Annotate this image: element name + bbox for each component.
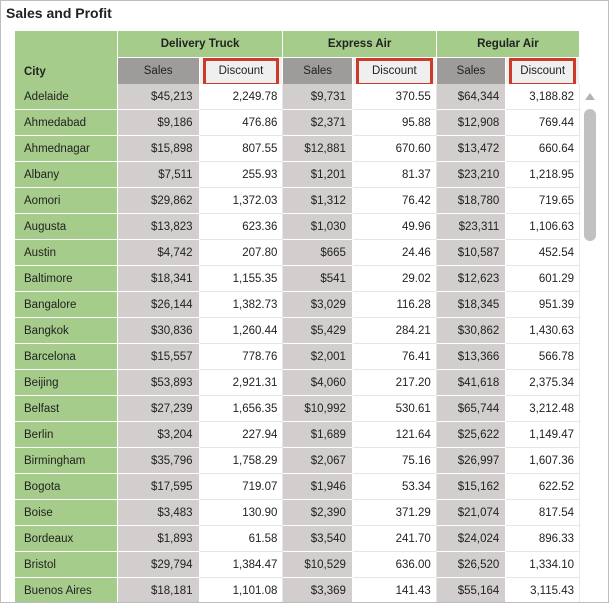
scrollbar-thumb[interactable] <box>584 109 596 241</box>
discount-cell: 1,382.73 <box>199 292 283 318</box>
discount-cell: 951.39 <box>506 292 580 318</box>
discount-cell: 1,656.35 <box>199 396 283 422</box>
sales-cell: $12,623 <box>436 266 506 292</box>
discount-cell: 75.16 <box>352 448 436 474</box>
sales-cell: $10,587 <box>436 240 506 266</box>
table-row[interactable] <box>15 214 580 240</box>
discount-cell: 371.29 <box>352 500 436 526</box>
sales-cell: $7,511 <box>117 162 199 188</box>
discount-cell: 227.94 <box>199 422 283 448</box>
sales-cell: $65,744 <box>436 396 506 422</box>
sales-cell: $21,074 <box>436 500 506 526</box>
discount-cell: 217.20 <box>352 370 436 396</box>
sales-cell: $26,997 <box>436 448 506 474</box>
discount-cell: 49.96 <box>352 214 436 240</box>
discount-cell: 622.52 <box>506 474 580 500</box>
discount-cell: 141.43 <box>352 578 436 603</box>
table-row[interactable] <box>15 526 580 552</box>
discount-cell: 1,430.63 <box>506 318 580 344</box>
discount-column-header[interactable] <box>352 58 436 85</box>
table-row[interactable] <box>15 422 580 448</box>
discount-cell: 1,758.29 <box>199 448 283 474</box>
sales-cell: $25,622 <box>436 422 506 448</box>
sales-cell: $26,520 <box>436 552 506 578</box>
discount-cell: 1,218.95 <box>506 162 580 188</box>
table-row[interactable] <box>15 84 580 110</box>
discount-cell: 1,106.63 <box>506 214 580 240</box>
highlight-box <box>509 58 576 84</box>
sales-cell: $26,144 <box>117 292 199 318</box>
sales-cell: $18,181 <box>117 578 199 603</box>
discount-cell: 130.90 <box>199 500 283 526</box>
discount-cell: 1,155.35 <box>199 266 283 292</box>
city-cell: Albany <box>15 162 117 188</box>
table-row[interactable] <box>15 552 580 578</box>
city-cell: Bordeaux <box>15 526 117 552</box>
discount-cell: 81.37 <box>352 162 436 188</box>
sales-cell: $55,164 <box>436 578 506 603</box>
discount-column-header[interactable] <box>199 58 283 85</box>
group-header-delivery-truck[interactable]: Delivery Truck <box>117 31 283 58</box>
discount-cell: 76.42 <box>352 188 436 214</box>
discount-cell: 53.34 <box>352 474 436 500</box>
discount-cell: 284.21 <box>352 318 436 344</box>
city-cell: Boise <box>15 500 117 526</box>
sales-cell: $18,345 <box>436 292 506 318</box>
sales-cell: $13,823 <box>117 214 199 240</box>
city-cell: Belfast <box>15 396 117 422</box>
sales-cell: $1,946 <box>283 474 353 500</box>
discount-column-header[interactable] <box>506 58 580 85</box>
table-row[interactable] <box>15 292 580 318</box>
sales-cell: $1,312 <box>283 188 353 214</box>
discount-cell: 3,115.43 <box>506 578 580 603</box>
discount-cell: 3,212.48 <box>506 396 580 422</box>
city-cell: Bristol <box>15 552 117 578</box>
sales-cell: $3,540 <box>283 526 353 552</box>
vertical-scrollbar[interactable] <box>583 93 597 601</box>
discount-cell: 3,188.82 <box>506 84 580 110</box>
sales-cell: $15,898 <box>117 136 199 162</box>
city-cell: Beijing <box>15 370 117 396</box>
table-row[interactable] <box>15 578 580 603</box>
discount-header-label: Discount <box>371 65 417 77</box>
sales-cell: $665 <box>283 240 353 266</box>
sales-cell: $541 <box>283 266 353 292</box>
sales-cell: $23,210 <box>436 162 506 188</box>
discount-cell: 817.54 <box>506 500 580 526</box>
city-column-header[interactable]: City <box>15 31 117 84</box>
table-body <box>15 84 580 603</box>
sales-cell: $10,992 <box>283 396 353 422</box>
city-cell: Buenos Aires <box>15 578 117 603</box>
discount-cell: 29.02 <box>352 266 436 292</box>
scroll-up-arrow-icon[interactable] <box>585 93 595 100</box>
city-cell: Austin <box>15 240 117 266</box>
sales-cell: $3,204 <box>117 422 199 448</box>
discount-cell: 121.64 <box>352 422 436 448</box>
sales-cell: $4,060 <box>283 370 353 396</box>
sales-cell: $41,618 <box>436 370 506 396</box>
sales-cell: $24,024 <box>436 526 506 552</box>
sales-cell: $45,213 <box>117 84 199 110</box>
sales-cell: $2,371 <box>283 110 353 136</box>
city-cell: Berlin <box>15 422 117 448</box>
city-cell: Augusta <box>15 214 117 240</box>
sales-cell: $3,483 <box>117 500 199 526</box>
discount-cell: 116.28 <box>352 292 436 318</box>
table-row[interactable] <box>15 448 580 474</box>
sales-column-header[interactable]: Sales <box>436 58 506 85</box>
group-header-express-air[interactable]: Express Air <box>283 31 436 58</box>
discount-cell: 452.54 <box>506 240 580 266</box>
sales-cell: $29,862 <box>117 188 199 214</box>
sales-cell: $5,429 <box>283 318 353 344</box>
discount-cell: 778.76 <box>199 344 283 370</box>
sales-cell: $2,390 <box>283 500 353 526</box>
discount-cell: 1,384.47 <box>199 552 283 578</box>
discount-cell: 1,372.03 <box>199 188 283 214</box>
discount-cell: 670.60 <box>352 136 436 162</box>
sales-cell: $1,030 <box>283 214 353 240</box>
table-row[interactable] <box>15 344 580 370</box>
discount-cell: 1,260.44 <box>199 318 283 344</box>
sales-cell: $18,780 <box>436 188 506 214</box>
discount-cell: 2,249.78 <box>199 84 283 110</box>
city-cell: Bangalore <box>15 292 117 318</box>
discount-cell: 241.70 <box>352 526 436 552</box>
sales-cell: $10,529 <box>283 552 353 578</box>
sales-cell: $12,908 <box>436 110 506 136</box>
table-row[interactable] <box>15 370 580 396</box>
city-cell: Adelaide <box>15 84 117 110</box>
discount-cell: 896.33 <box>506 526 580 552</box>
sales-cell: $1,893 <box>117 526 199 552</box>
sales-cell: $2,067 <box>283 448 353 474</box>
sales-cell: $30,862 <box>436 318 506 344</box>
discount-cell: 1,607.36 <box>506 448 580 474</box>
sales-cell: $53,893 <box>117 370 199 396</box>
discount-cell: 807.55 <box>199 136 283 162</box>
discount-cell: 719.65 <box>506 188 580 214</box>
sales-cell: $1,201 <box>283 162 353 188</box>
sales-cell: $4,742 <box>117 240 199 266</box>
discount-cell: 370.55 <box>352 84 436 110</box>
sales-column-header[interactable]: Sales <box>283 58 353 85</box>
sales-cell: $1,689 <box>283 422 353 448</box>
sales-cell: $35,796 <box>117 448 199 474</box>
table-row[interactable] <box>15 110 580 136</box>
city-cell: Bogota <box>15 474 117 500</box>
discount-cell: 660.64 <box>506 136 580 162</box>
discount-header-label: Discount <box>520 65 566 77</box>
city-cell: Ahmedabad <box>15 110 117 136</box>
table-row[interactable] <box>15 500 580 526</box>
discount-cell: 1,149.47 <box>506 422 580 448</box>
sales-cell: $23,311 <box>436 214 506 240</box>
pivot-table <box>15 31 580 603</box>
discount-cell: 476.86 <box>199 110 283 136</box>
sales-cell: $27,239 <box>117 396 199 422</box>
group-header-regular-air[interactable]: Regular Air <box>436 31 579 58</box>
discount-cell: 2,921.31 <box>199 370 283 396</box>
city-cell: Baltimore <box>15 266 117 292</box>
city-cell: Bangkok <box>15 318 117 344</box>
table-row[interactable] <box>15 318 580 344</box>
sales-cell: $15,557 <box>117 344 199 370</box>
discount-cell: 601.29 <box>506 266 580 292</box>
discount-cell: 255.93 <box>199 162 283 188</box>
highlight-box <box>356 58 433 84</box>
sales-cell: $3,029 <box>283 292 353 318</box>
table-row[interactable] <box>15 396 580 422</box>
sales-cell: $30,836 <box>117 318 199 344</box>
discount-cell: 1,101.08 <box>199 578 283 603</box>
city-cell: Aomori <box>15 188 117 214</box>
highlight-box <box>203 58 280 84</box>
table-row[interactable] <box>15 266 580 292</box>
sales-cell: $3,369 <box>283 578 353 603</box>
sales-cell: $18,341 <box>117 266 199 292</box>
sales-cell: $12,881 <box>283 136 353 162</box>
discount-cell: 95.88 <box>352 110 436 136</box>
sales-cell: $13,472 <box>436 136 506 162</box>
discount-cell: 76.41 <box>352 344 436 370</box>
sales-cell: $2,001 <box>283 344 353 370</box>
discount-cell: 1,334.10 <box>506 552 580 578</box>
city-cell: Ahmednagar <box>15 136 117 162</box>
sales-cell: $64,344 <box>436 84 506 110</box>
discount-cell: 61.58 <box>199 526 283 552</box>
table-row[interactable] <box>15 474 580 500</box>
table-row[interactable] <box>15 136 580 162</box>
sales-cell: $13,366 <box>436 344 506 370</box>
table-row[interactable] <box>15 188 580 214</box>
discount-header-label: Discount <box>218 65 264 77</box>
sales-column-header[interactable]: Sales <box>117 58 199 85</box>
city-cell: Birmingham <box>15 448 117 474</box>
discount-cell: 24.46 <box>352 240 436 266</box>
discount-cell: 769.44 <box>506 110 580 136</box>
sales-cell: $9,731 <box>283 84 353 110</box>
table-row[interactable] <box>15 162 580 188</box>
report-title: Sales and Profit <box>6 5 112 21</box>
sales-cell: $15,162 <box>436 474 506 500</box>
discount-cell: 566.78 <box>506 344 580 370</box>
city-cell: Barcelona <box>15 344 117 370</box>
discount-cell: 719.07 <box>199 474 283 500</box>
discount-cell: 207.80 <box>199 240 283 266</box>
discount-cell: 636.00 <box>352 552 436 578</box>
table-row[interactable] <box>15 240 580 266</box>
sales-cell: $9,186 <box>117 110 199 136</box>
sales-cell: $29,794 <box>117 552 199 578</box>
discount-cell: 530.61 <box>352 396 436 422</box>
discount-cell: 2,375.34 <box>506 370 580 396</box>
sales-cell: $17,595 <box>117 474 199 500</box>
discount-cell: 623.36 <box>199 214 283 240</box>
